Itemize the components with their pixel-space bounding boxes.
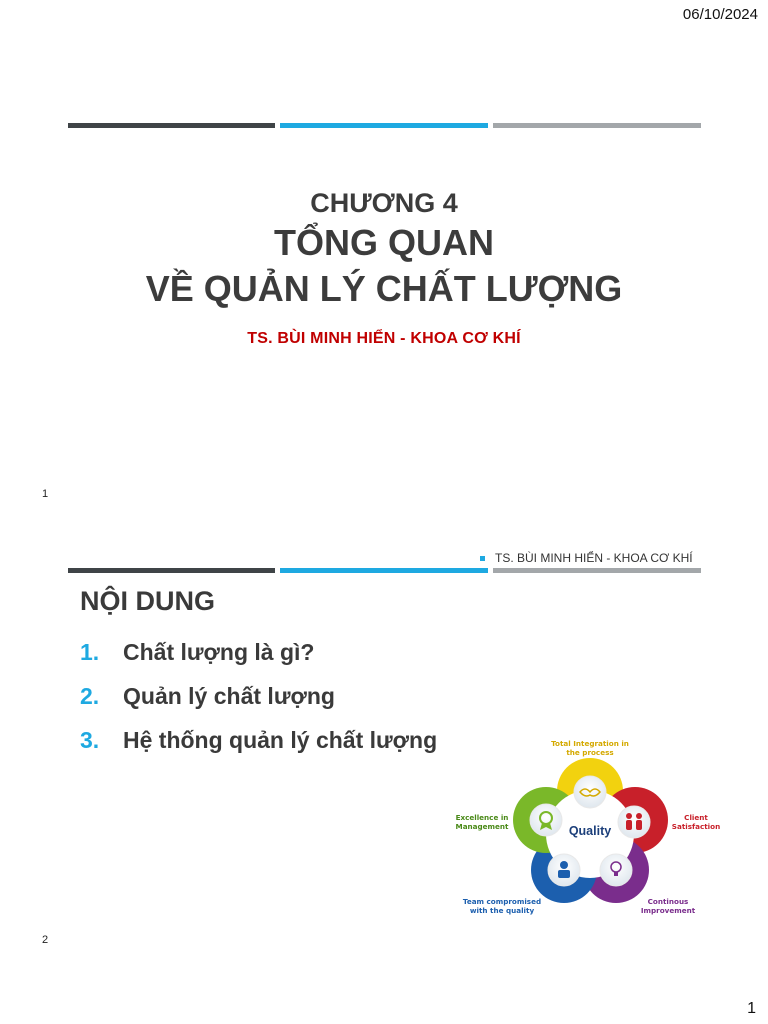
item-number: 1. [80, 638, 100, 665]
divider-blue [280, 568, 488, 573]
page-number: 1 [747, 1000, 756, 1017]
slide-number-2: 2 [42, 934, 49, 946]
section-title: NỘI DUNG [80, 586, 215, 616]
label-total-integration-1: Total Integration in [551, 739, 629, 748]
item-text: Hệ thống quản lý chất lượng [123, 726, 438, 753]
label-excellence-2: Management [455, 822, 509, 831]
item-number: 3. [80, 726, 100, 753]
label-client-1: Client [684, 813, 708, 822]
item-text: Chất lượng là gì? [123, 638, 315, 665]
label-team-1: Team compromised [462, 897, 542, 906]
agenda-list [80, 630, 437, 762]
divider-gray [493, 123, 701, 128]
label-excellence-1: Excellence in [455, 813, 509, 822]
title-block [0, 186, 768, 348]
item-text: Quản lý chất lượng [123, 682, 335, 709]
print-date: 06/10/2024 [682, 6, 758, 23]
label-team-2: with the quality [469, 906, 535, 915]
list-item [80, 630, 437, 674]
list-item [80, 718, 437, 762]
lightbulb-icon [600, 854, 632, 886]
item-number: 2. [80, 682, 100, 709]
header-note-text: TS. BÙI MINH HIỂN - KHOA CƠ KHÍ [495, 551, 693, 565]
label-total-integration-2: the process [566, 748, 614, 757]
divider-dark [68, 568, 275, 573]
divider-dark [68, 123, 275, 128]
list-item [80, 674, 437, 718]
label-continous-2: Improvement [640, 906, 696, 915]
author-line: TS. BÙI MINH HIỂN - KHOA CƠ KHÍ [247, 330, 521, 347]
slide-header-note [480, 551, 693, 565]
award-icon [530, 804, 562, 836]
label-client-2: Satisfaction [671, 822, 721, 831]
slide-number-1: 1 [42, 488, 49, 500]
divider-blue [280, 123, 488, 128]
people-icon [618, 806, 650, 838]
bullet-icon [480, 556, 485, 561]
chapter-label: CHƯƠNG 4 [310, 188, 458, 218]
divider-gray [493, 568, 701, 573]
quality-cycle-graphic [450, 734, 730, 924]
title-line-2: VỀ QUẢN LÝ CHẤT LƯỢNG [145, 268, 623, 309]
center-label: Quality [568, 824, 612, 838]
label-continous-1: Continous [647, 897, 689, 906]
title-line-1: TỔNG QUAN [274, 222, 494, 263]
